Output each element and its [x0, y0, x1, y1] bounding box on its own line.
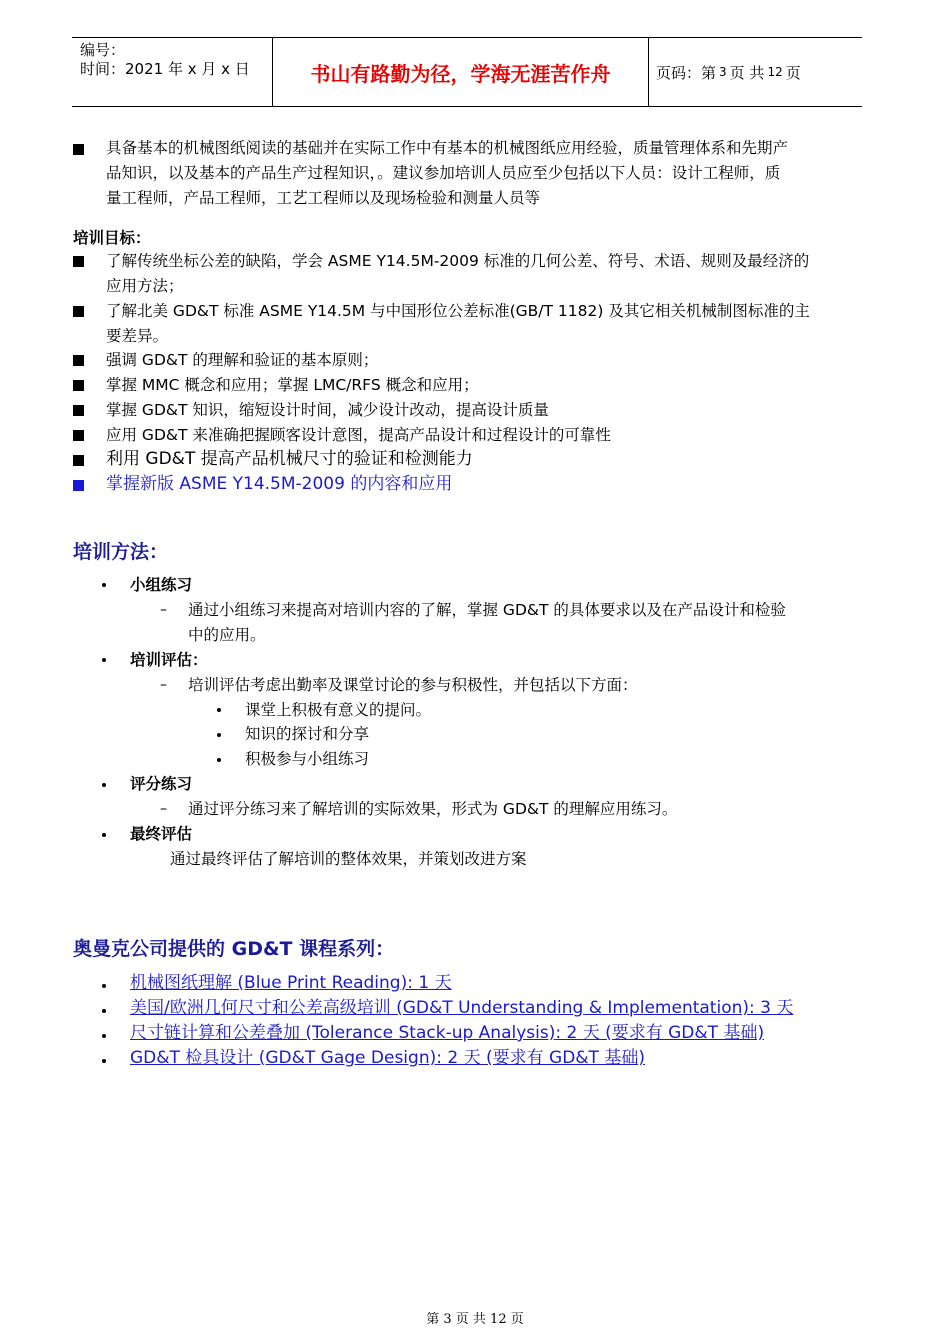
objective-item-cont: 应用方法； [106, 277, 184, 295]
method-title: 培训评估： [130, 651, 208, 669]
bullet-icon [217, 758, 221, 762]
method-title: 最终评估 [130, 825, 193, 843]
dash-icon: – [160, 677, 167, 693]
bullet-icon [102, 1009, 106, 1013]
intro-line: 品知识，以及基本的产品生产过程知识，。建议参加培训人员应至少包括以下人员：设计工程师，质 [106, 164, 781, 182]
intro-line: 量工程师，产品工程师，工艺工程师以及现场检验和测量人员等 [106, 189, 541, 207]
method-desc: 培训评估考虑出勤率及课堂讨论的参与积极性，并包括以下方面： [188, 676, 638, 694]
square-bullet-icon [73, 380, 84, 391]
objective-item: 掌握 MMC 概念和应用；掌握 LMC/RFS 概念和应用； [106, 376, 479, 394]
methods-heading: 培训方法： [73, 541, 169, 563]
method-desc: 通过小组练习来提高对培训内容的了解，掌握 GD&T 的具体要求以及在产品设计和检验 [188, 601, 786, 619]
eval-point: 积极参与小组练习 [245, 750, 370, 768]
time-label: 时间：2021 年 x 月 x 日 [80, 60, 250, 78]
header-page-info [656, 38, 801, 106]
page-total: 12 [767, 65, 783, 79]
bullet-icon [102, 984, 106, 988]
square-bullet-icon [73, 306, 84, 317]
objective-item: 了解传统坐标公差的缺陷，学会 ASME Y14.5M-2009 标准的几何公差、符号、术语、规则及最经济的 [106, 252, 810, 270]
method-title: 小组练习 [130, 576, 193, 594]
objective-item: 掌握 GD&T 知识，缩短设计时间，减少设计改动，提高设计质量 [106, 401, 549, 419]
course-link[interactable]: 美国/欧洲几何尺寸和公差高级培训 (GD&T Understanding & Implementation): 3 天 [130, 998, 794, 1018]
dash-icon: – [160, 602, 167, 618]
square-bullet-icon [73, 405, 84, 416]
page-header [72, 37, 862, 107]
course-link[interactable]: GD&T 检具设计 (GD&T Gage Design): 2 天 (要求有 GD&T 基础) [130, 1048, 645, 1068]
bullet-icon [102, 833, 106, 837]
method-desc: 中的应用。 [188, 626, 266, 644]
square-bullet-icon [73, 144, 84, 155]
objective-item-cont: 要差异。 [106, 327, 169, 345]
bullet-icon [102, 583, 106, 587]
bullet-icon [102, 1059, 106, 1063]
number-label: 编号： [80, 41, 126, 59]
objectives-heading: 培训目标： [73, 229, 151, 247]
header-meta [80, 41, 250, 79]
bullet-icon [102, 1034, 106, 1038]
eval-point: 课堂上积极有意义的提问。 [245, 701, 432, 719]
objective-item: 应用 GD&T 来准确把握顾客设计意图，提高产品设计和过程设计的可靠性 [106, 426, 611, 444]
bullet-icon [102, 658, 106, 662]
page-end: 页 [785, 63, 801, 82]
course-link[interactable]: 机械图纸理解 (Blue Print Reading): 1 天 [130, 973, 452, 993]
divider [648, 38, 649, 106]
method-desc: 通过最终评估了解培训的整体效果，并策划改进方案 [170, 850, 527, 868]
objective-item: 了解北美 GD&T 标准 ASME Y14.5M 与中国形位公差标准(GB/T 1182) 及其它相关机械制图标准的主 [106, 302, 810, 320]
objective-item: 强调 GD&T 的理解和验证的基本原则； [106, 351, 379, 369]
page-current: 3 [719, 65, 727, 79]
page-footer: 第 3 页 共 12 页 [426, 1312, 524, 1327]
bullet-icon [217, 708, 221, 712]
square-bullet-icon [73, 256, 84, 267]
objective-item: 利用 GD&T 提高产品机械尺寸的验证和检测能力 [106, 449, 473, 469]
eval-point: 知识的探讨和分享 [245, 725, 370, 743]
bullet-icon [102, 783, 106, 787]
header-motto: 书山有路勤为径，学海无涯苦作舟 [310, 61, 611, 86]
courses-heading: 奥曼克公司提供的 GD&T 课程系列： [73, 938, 395, 960]
square-bullet-icon [73, 430, 84, 441]
course-link[interactable]: 尺寸链计算和公差叠加 (Tolerance Stack-up Analysis): 2 天 (要求有 GD&T 基础) [130, 1023, 765, 1043]
square-bullet-icon [73, 480, 84, 491]
objective-item-highlight: 掌握新版 ASME Y14.5M-2009 的内容和应用 [106, 474, 453, 494]
square-bullet-icon [73, 455, 84, 466]
method-desc: 通过评分练习来了解培训的实际效果，形式为 GD&T 的理解应用练习。 [188, 800, 678, 818]
dash-icon: – [160, 801, 167, 817]
intro-line: 具备基本的机械图纸阅读的基础并在实际工作中有基本的机械图纸应用经验，质量管理体系和先期产 [106, 139, 789, 157]
bullet-icon [217, 733, 221, 737]
page-mid: 页 共 [729, 63, 765, 82]
page-label: 页码：第 [656, 63, 717, 82]
square-bullet-icon [73, 355, 84, 366]
method-title: 评分练习 [130, 775, 193, 793]
